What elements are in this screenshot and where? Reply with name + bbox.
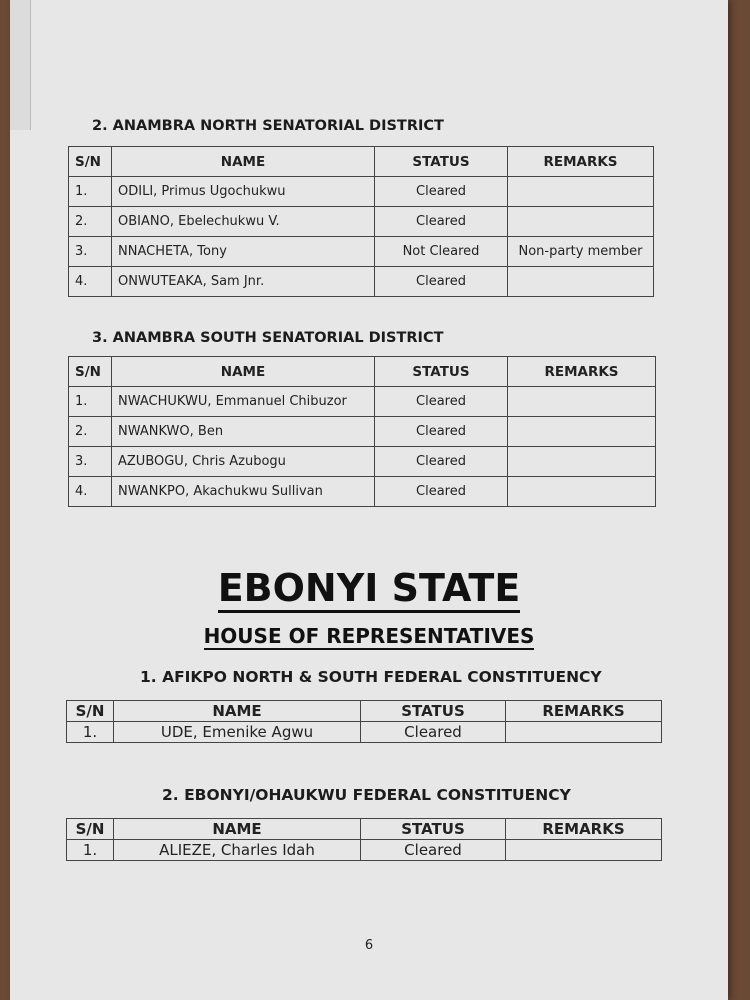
- col-sn: S/N: [69, 357, 112, 387]
- cell-remarks: [506, 722, 662, 743]
- candidates-table: [68, 356, 656, 507]
- cell-name: OBIANO, Ebelechukwu V.: [112, 207, 375, 237]
- section-heading: 3. ANAMBRA SOUTH SENATORIAL DISTRICT: [92, 330, 444, 346]
- col-status: STATUS: [375, 357, 508, 387]
- house-title-text: HOUSE OF REPRESENTATIVES: [203, 624, 535, 648]
- cell-name: ONWUTEAKA, Sam Jnr.: [112, 267, 375, 297]
- cell-name: ALIEZE, Charles Idah: [114, 840, 361, 861]
- cell-remarks: Non-party member: [508, 237, 654, 267]
- constituency-heading: 2. EBONYI/OHAUKWU FEDERAL CONSTITUENCY: [162, 786, 571, 804]
- cell-sn: 4.: [69, 477, 112, 507]
- cell-sn: 3.: [69, 237, 112, 267]
- page-number: 6: [364, 938, 374, 953]
- col-remarks: REMARKS: [506, 819, 662, 840]
- cell-sn: 1.: [67, 722, 114, 743]
- table-row: [69, 177, 654, 207]
- cell-status: Cleared: [375, 387, 508, 417]
- cell-sn: 1.: [67, 840, 114, 861]
- cell-remarks: [508, 447, 656, 477]
- cell-remarks: [508, 207, 654, 237]
- col-name: NAME: [114, 819, 361, 840]
- candidates-table: [66, 700, 662, 743]
- state-title: [10, 566, 728, 610]
- cell-remarks: [506, 840, 662, 861]
- candidates-table: [68, 146, 654, 297]
- col-remarks: REMARKS: [508, 357, 656, 387]
- table-row: [67, 722, 662, 743]
- constituency-heading: 1. AFIKPO NORTH & SOUTH FEDERAL CONSTITUENCY: [140, 668, 602, 686]
- col-sn: S/N: [67, 701, 114, 722]
- cell-remarks: [508, 267, 654, 297]
- cell-name: NWANKWO, Ben: [112, 417, 375, 447]
- col-sn: S/N: [69, 147, 112, 177]
- col-sn: S/N: [67, 819, 114, 840]
- col-name: NAME: [114, 701, 361, 722]
- cell-sn: 3.: [69, 447, 112, 477]
- candidates-table: [66, 818, 662, 861]
- cell-remarks: [508, 177, 654, 207]
- document-page: [10, 0, 728, 1000]
- col-name: NAME: [112, 147, 375, 177]
- section-heading: 2. ANAMBRA NORTH SENATORIAL DISTRICT: [92, 118, 444, 134]
- table-row: [69, 477, 656, 507]
- cell-sn: 2.: [69, 417, 112, 447]
- cell-status: Cleared: [375, 417, 508, 447]
- col-status: STATUS: [361, 701, 506, 722]
- cell-name: UDE, Emenike Agwu: [114, 722, 361, 743]
- state-title-text: EBONYI STATE: [218, 566, 521, 613]
- cell-name: NWACHUKWU, Emmanuel Chibuzor: [112, 387, 375, 417]
- cell-status: Cleared: [375, 267, 508, 297]
- col-status: STATUS: [361, 819, 506, 840]
- cell-name: NWANKPO, Akachukwu Sullivan: [112, 477, 375, 507]
- house-title: [10, 624, 728, 648]
- cell-name: ODILI, Primus Ugochukwu: [112, 177, 375, 207]
- cell-sn: 4.: [69, 267, 112, 297]
- col-name: NAME: [112, 357, 375, 387]
- col-remarks: REMARKS: [506, 701, 662, 722]
- table-row: [69, 207, 654, 237]
- previous-page-edge: [10, 0, 31, 130]
- cell-sn: 1.: [69, 387, 112, 417]
- table-row: [69, 387, 656, 417]
- cell-status: Cleared: [375, 447, 508, 477]
- cell-sn: 2.: [69, 207, 112, 237]
- cell-status: Cleared: [375, 177, 508, 207]
- cell-remarks: [508, 387, 656, 417]
- cell-status: Not Cleared: [375, 237, 508, 267]
- table-row: [69, 417, 656, 447]
- cell-status: Cleared: [375, 477, 508, 507]
- col-status: STATUS: [375, 147, 508, 177]
- cell-name: AZUBOGU, Chris Azubogu: [112, 447, 375, 477]
- table-row: [69, 447, 656, 477]
- col-remarks: REMARKS: [508, 147, 654, 177]
- cell-name: NNACHETA, Tony: [112, 237, 375, 267]
- cell-status: Cleared: [375, 207, 508, 237]
- table-row: [69, 237, 654, 267]
- cell-sn: 1.: [69, 177, 112, 207]
- table-row: [69, 267, 654, 297]
- cell-status: Cleared: [361, 840, 506, 861]
- cell-remarks: [508, 477, 656, 507]
- cell-status: Cleared: [361, 722, 506, 743]
- table-row: [67, 840, 662, 861]
- cell-remarks: [508, 417, 656, 447]
